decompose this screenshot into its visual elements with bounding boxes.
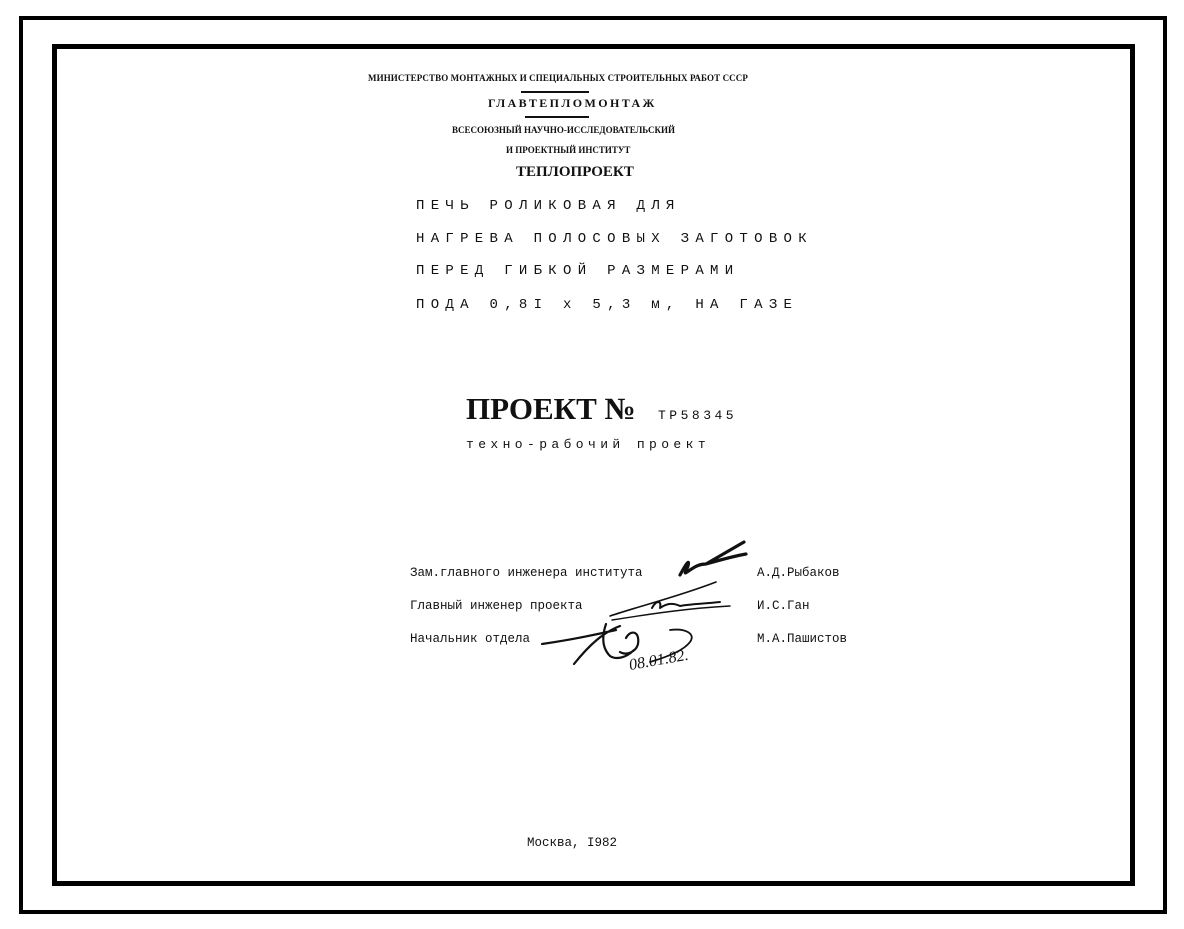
project-type: техно-рабочий проект [466, 437, 711, 452]
signature-stroke-5 [542, 624, 638, 664]
signature-name-1: А.Д.Рыбаков [757, 566, 840, 580]
project-label: ПРОЕКТ № [466, 391, 636, 426]
title-line-1: ПЕЧЬ РОЛИКОВАЯ ДЛЯ [416, 198, 681, 214]
project-number: ТР58345 [658, 408, 738, 423]
signature-stroke-1 [680, 542, 746, 575]
title-line-3: ПЕРЕД ГИБКОЙ РАЗМЕРАМИ [416, 263, 740, 279]
signature-name-2: И.С.Ган [757, 599, 810, 613]
institute-line-2: И ПРОЕКТНЫЙ ИНСТИТУТ [506, 145, 631, 155]
footer-city-year: Москва, I982 [527, 836, 618, 850]
signature-role-2: Главный инженер проекта [410, 599, 583, 613]
handwritten-signatures [530, 520, 770, 690]
divider-top [521, 91, 589, 93]
institute-name: ТЕПЛОПРОЕКТ [516, 164, 634, 180]
signature-stroke-4 [612, 606, 730, 620]
ministry-name: МИНИСТЕРСТВО МОНТАЖНЫХ И СПЕЦИАЛЬНЫХ СТРОИТЕЛЬНЫХ РАБОТ СССР [368, 73, 748, 83]
signature-name-3: М.А.Пашистов [757, 632, 848, 646]
divider-bottom [525, 116, 589, 118]
signature-role-1: Зам.главного инженера института [410, 566, 643, 580]
signature-stroke-2 [610, 582, 716, 616]
title-line-4: ПОДА 0,8I х 5,3 м, НА ГАЗЕ [416, 297, 799, 313]
handwritten-date: 08.01.82. [627, 646, 690, 674]
signature-role-3: Начальник отдела [410, 632, 531, 646]
institute-line-1: ВСЕСОЮЗНЫЙ НАУЧНО-ИССЛЕДОВАТЕЛЬСКИЙ [452, 125, 676, 135]
glavk-name: ГЛАВТЕПЛОМОНТАЖ [488, 96, 657, 110]
title-line-2: НАГРЕВА ПОЛОСОВЫХ ЗАГОТОВОК [416, 231, 813, 247]
